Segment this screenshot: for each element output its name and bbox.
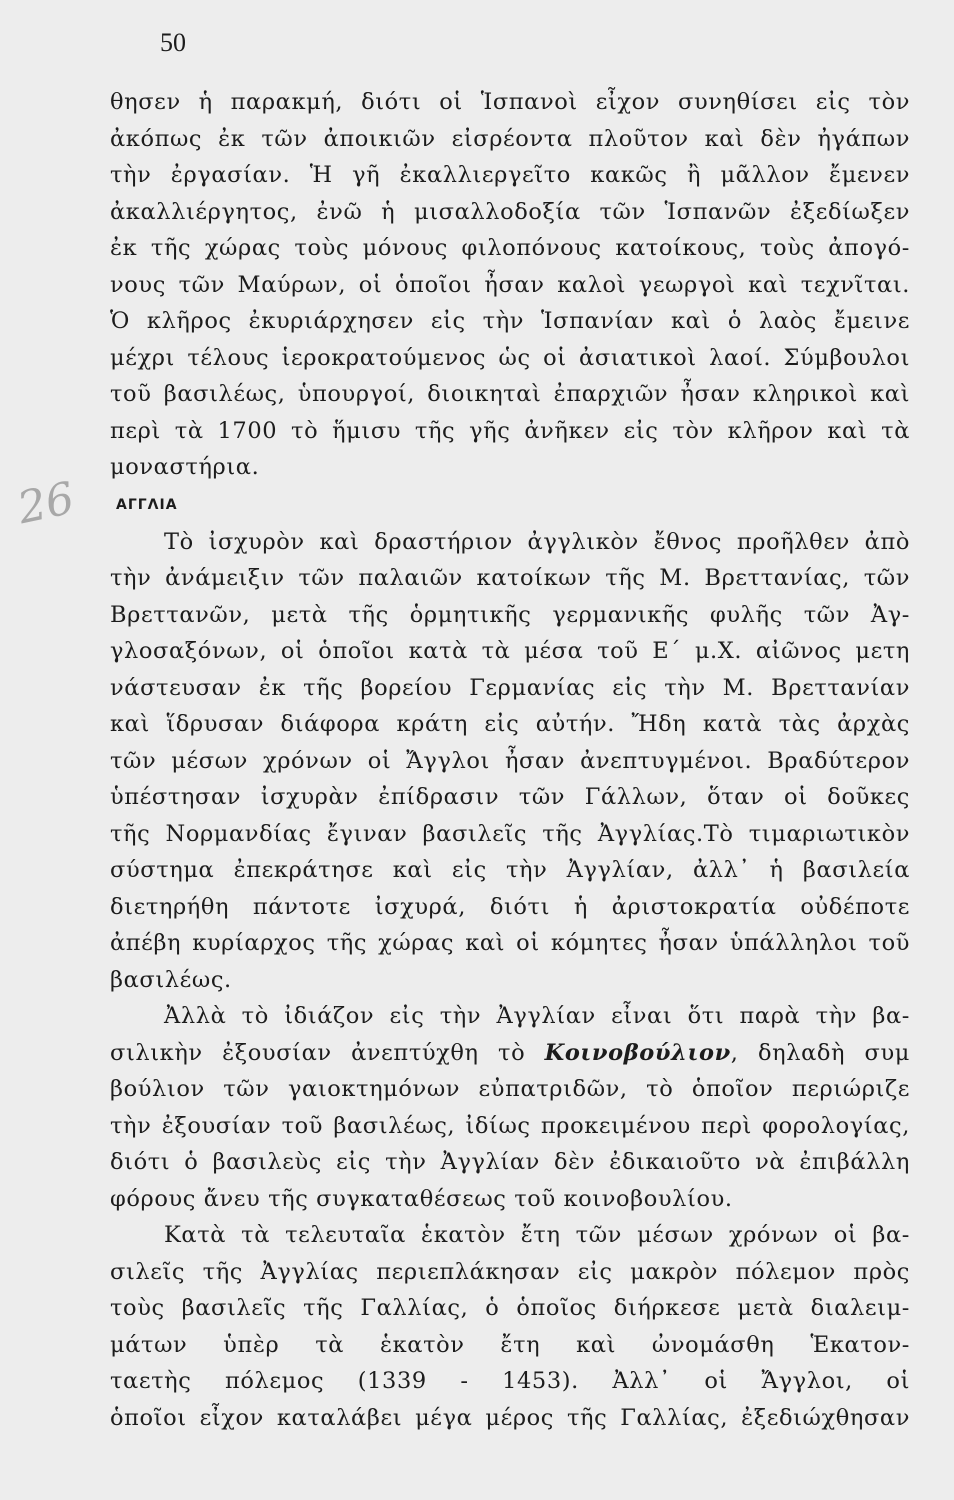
text-line: σιλεῖς τῆς Ἀγγλίας περιεπλάκησαν εἰς μακρὸν πόλεμον πρὸς xyxy=(110,1258,910,1285)
text-line: μέχρι τέλους ἱεροκρατούμενος ὡς οἱ ἀσιατικοὶ λαοί. Σύμβουλοι xyxy=(110,344,910,371)
text-line: μάτων ὑπὲρ τὰ ἑκατὸν ἔτη καὶ ὠνομάσθη Ἑκατον- xyxy=(110,1331,910,1358)
text-line: διότι ὁ βασιλεὺς εἰς τὴν Ἀγγλίαν δὲν ἐδικαιοῦτο νὰ ἐπιβάλλη xyxy=(110,1149,910,1175)
text-line: ἐκ τῆς χώρας τοὺς μόνους φιλοπόνους κατοίκους, τοὺς ἀπογό- xyxy=(110,235,910,261)
text-line: γλοσαξόνων, οἱ ὁποῖοι κατὰ τὰ μέσα τοῦ Ε΄ μ.Χ. αἰῶνος μετη xyxy=(110,638,910,664)
text-line: τὴν ἐργασίαν. Ἡ γῆ ἐκαλλιεργεῖτο κακῶς ἢ μᾶλλον ἔμενεν xyxy=(110,162,910,188)
handwritten-margin-note: 26 xyxy=(13,472,79,535)
text-line: Βρεττανῶν, μετὰ τῆς ὁρμητικῆς γερμανικῆς φυλῆς τῶν Ἀγ- xyxy=(110,601,910,628)
text-line: ὑπέστησαν ἰσχυρὰν ἐπίδρασιν τῶν Γάλλων, ὅταν οἱ δοῦκες xyxy=(110,784,910,810)
page-number: 50 xyxy=(160,28,186,57)
paragraph-first-line: Ἀλλὰ τὸ ἰδιάζον εἰς τὴν Ἀγγλίαν εἶναι ὅτι παρὰ τὴν βα- xyxy=(164,1003,910,1029)
text-line: ἀπέβη κυρίαρχος τῆς χώρας καὶ οἱ κόμητες ἦσαν ὑπάλληλοι τοῦ xyxy=(110,930,910,956)
text-line: βασιλέως. xyxy=(110,966,232,993)
text-line: φόρους ἄνευ τῆς συγκαταθέσεως τοῦ κοινοβουλίου. xyxy=(110,1185,733,1212)
text-line: ἀκαλλιέργητος, ἐνῶ ἡ μισαλλοδοξία τῶν Ἱσπανῶν ἐξεδίωξεν xyxy=(110,198,910,225)
text-line: καὶ ἵδρυσαν διάφορα κράτη εἰς αὐτήν. Ἤδη κατὰ τὰς ἀρχὰς xyxy=(110,711,910,737)
text-span: σιλικὴν ἐξουσίαν ἀνεπτύχθη τὸ xyxy=(110,1039,545,1066)
text-line: τοῦ βασιλέως, ὑπουργοί, διοικηταὶ ἐπαρχιῶν ἦσαν κληρικοὶ καὶ xyxy=(110,381,910,407)
text-line: τὴν ἀνάμειξιν τῶν παλαιῶν κατοίκων τῆς Μ. Βρεττανίας, τῶν xyxy=(110,565,910,591)
text-line: νάστευσαν ἐκ τῆς βορείου Γερμανίας εἰς τὴν Μ. Βρεττανίαν xyxy=(110,674,910,701)
text-line: τῆς Νορμανδίας ἔγιναν βασιλεῖς τῆς Ἀγγλίας.Τὸ τιμαριωτικὸν xyxy=(110,820,910,847)
section-heading: ΑΓΓΛΙΑ xyxy=(116,496,178,513)
text-line: βούλιον τῶν γαιοκτημόνων εὐπατριδῶν, τὸ ὁποῖον περιώριζε xyxy=(110,1076,910,1102)
text-line: ἀκόπως ἐκ τῶν ἀποικιῶν εἰσρέοντα πλοῦτον καὶ δὲν ἠγάπων xyxy=(110,125,910,152)
text-line: τὴν ἐξουσίαν τοῦ βασιλέως, ἰδίως προκειμένου περὶ φορολογίας, xyxy=(110,1112,910,1139)
text-line xyxy=(110,1035,910,1072)
text-line: περὶ τὰ 1700 τὸ ἥμισυ τῆς γῆς ἀνῆκεν εἰς τὸν κλῆρον καὶ τὰ xyxy=(110,417,910,444)
text-line: μοναστήρια. xyxy=(110,454,260,480)
page-body xyxy=(110,84,910,1436)
paragraph-first-line: Τὸ ἰσχυρὸν καὶ δραστήριον ἀγγλικὸν ἔθνος προῆλθεν ἀπὸ xyxy=(164,528,910,555)
text-line: τῶν μέσων χρόνων οἱ Ἄγγλοι ἦσαν ἀνεπτυγμένοι. Βραδύτερον xyxy=(110,747,910,774)
text-span: , δηλαδὴ συμ xyxy=(730,1039,910,1066)
text-line: ταετὴς πόλεμος (1339 - 1453). Ἀλλ᾽ οἱ Ἄγγλοι, οἱ xyxy=(110,1368,910,1394)
paragraph-first-line: Κατὰ τὰ τελευταῖα ἑκατὸν ἔτη τῶν μέσων χρόνων οἱ βα- xyxy=(164,1222,910,1248)
text-line: Ὁ κλῆρος ἐκυριάρχησεν εἰς τὴν Ἱσπανίαν καὶ ὁ λαὸς ἔμεινε xyxy=(110,308,910,334)
text-line: σύστημα ἐπεκράτησε καὶ εἰς τὴν Ἀγγλίαν, ἀλλ᾽ ἡ βασιλεία xyxy=(110,857,910,883)
text-line: τοὺς βασιλεῖς τῆς Γαλλίας, ὁ ὁποῖος διήρκεσε μετὰ διαλειμ- xyxy=(110,1295,910,1321)
text-line: θησεν ἡ παρακμή, διότι οἱ Ἱσπανοὶ εἶχον συνηθίσει εἰς τὸν xyxy=(110,89,910,115)
emphasized-term: Κοινοβούλιον xyxy=(544,1039,731,1066)
text-line: διετηρήθη πάντοτε ἰσχυρά, διότι ἡ ἀριστοκρατία οὐδέποτε xyxy=(110,893,910,920)
text-line: ὁποῖοι εἶχον καταλάβει μέγα μέρος τῆς Γαλλίας, ἐξεδιώχθησαν xyxy=(110,1404,910,1431)
text-line: νους τῶν Μαύρων, οἱ ὁποῖοι ἦσαν καλοὶ γεωργοὶ καὶ τεχνῖται. xyxy=(110,271,910,298)
